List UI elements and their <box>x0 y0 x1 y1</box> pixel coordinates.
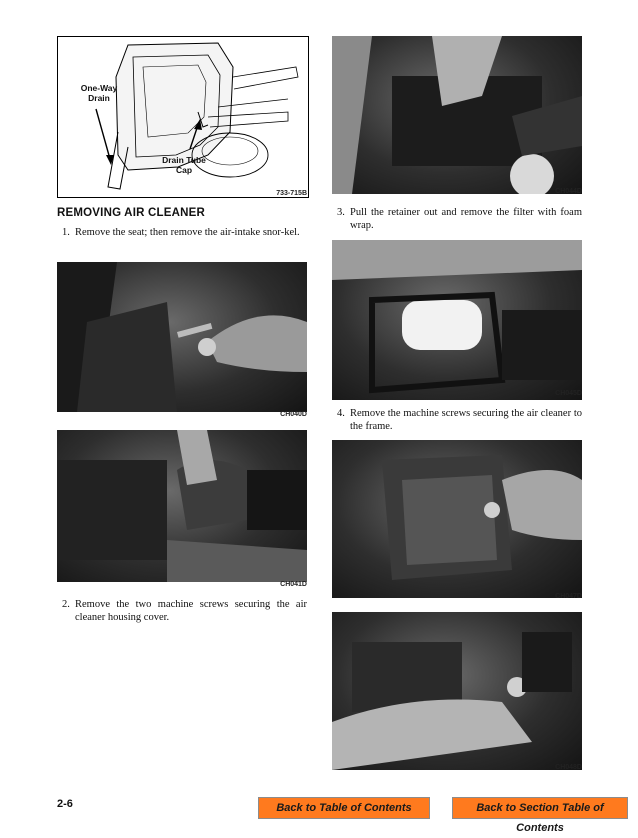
photo-ch047d <box>332 440 582 598</box>
back-to-section-toc-button[interactable]: Back to Section Table of Contents <box>452 797 628 819</box>
photo-ch048d-code: CH048D <box>555 764 582 771</box>
step-4-number: 4. <box>337 408 345 419</box>
drain-tube-cap-label: Drain Tube Cap <box>162 155 206 175</box>
step-2-text: Remove the two machine screws securing the air cleaner housing cover. <box>75 599 307 623</box>
photo-ch045d <box>332 240 582 400</box>
air-cleaner-diagram <box>57 36 309 198</box>
step-2-number: 2. <box>62 599 70 610</box>
step-1 <box>62 226 307 256</box>
back-to-toc-button[interactable]: Back to Table of Contents <box>258 797 430 819</box>
step-1-text: Remove the seat; then remove the air-intake snor-kel. <box>75 227 300 238</box>
page-number: 2-6 <box>57 798 73 810</box>
photo-ch048d <box>332 612 582 770</box>
diagram-code: 733-715B <box>276 190 307 197</box>
photo-ch045d-code: CH045D <box>555 390 582 397</box>
step-4-text: Remove the machine screws securing the air cleaner to the frame. <box>350 408 582 432</box>
step-3-number: 3. <box>337 207 345 218</box>
photo-ch040d-code: CH040D <box>280 411 307 418</box>
step-2 <box>62 598 307 628</box>
photo-ch040d <box>57 262 307 412</box>
section-heading: REMOVING AIR CLEANER <box>57 207 205 219</box>
step-4 <box>337 407 582 437</box>
step-1-number: 1. <box>62 227 70 238</box>
photo-ch041d <box>57 430 307 582</box>
photo-ch047d-code: CH047D <box>555 593 582 600</box>
photo-ch044d <box>332 36 582 194</box>
step-3 <box>337 206 582 236</box>
one-way-drain-label: One-Way Drain <box>80 83 118 103</box>
photo-ch041d-code: CH041D <box>280 581 307 588</box>
step-3-text: Pull the retainer out and remove the filter with foam wrap. <box>350 207 582 231</box>
photo-ch044d-code: CH044D <box>555 188 582 195</box>
